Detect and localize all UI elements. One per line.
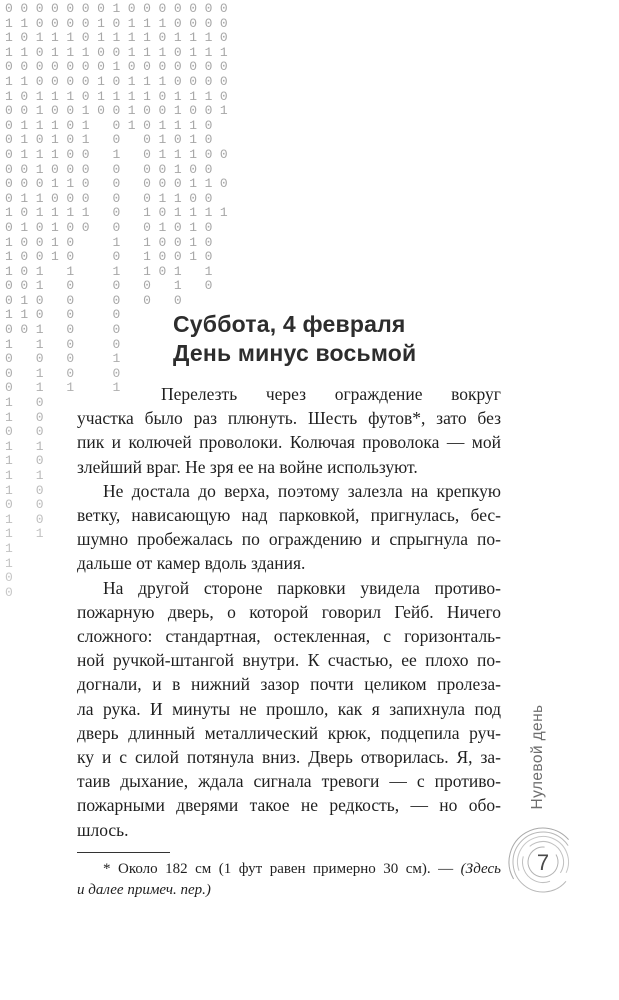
binary-art-row: 1 0 xyxy=(5,453,52,469)
chapter-date: Суббота, 4 февраля xyxy=(173,311,406,337)
text-line: злейший враг. Не зря ее на войне используют. xyxy=(77,456,418,477)
binary-art-row: 001 0 0 0 1 0 xyxy=(5,278,220,294)
binary-art-row: 101 1 1 101 1 xyxy=(5,263,220,279)
text-line: пожарную дверь, о которой говорил Гейб. Ничего xyxy=(77,601,501,622)
text-line: догнали, и в нижний зазор почти целиком пролеза- xyxy=(77,674,501,695)
text-line: дверь длинный металлический крюк, подцепила руч- xyxy=(77,722,501,743)
binary-art-row: 001 0 0 xyxy=(5,322,128,338)
paragraph-2 xyxy=(77,479,501,576)
binary-art-row: 0 xyxy=(5,570,21,586)
binary-art-row: 0 1 0 0 xyxy=(5,365,128,381)
binary-art-row: 110111001110111 xyxy=(5,44,236,60)
binary-art-row: 110 0 0 xyxy=(5,307,128,323)
text-line: участка было раз плюнуть. Шесть футов*, зато без xyxy=(77,408,501,429)
body-text xyxy=(77,382,501,842)
binary-art-row: 0 0 xyxy=(5,497,52,513)
binary-art-row: 001000 0 00100 xyxy=(5,161,220,177)
binary-art-row: 000110 0 000110 xyxy=(5,176,236,192)
text-line: таив дыхание, ждала сигнала тревоги — с противо- xyxy=(77,771,501,792)
text-line: Перелезть через ограждение вокруг xyxy=(161,384,501,404)
footnote-text-regular: * Около 182 см (1 фут равен примерно 30 см). — xyxy=(103,861,461,877)
binary-art-row: 110000101110000 xyxy=(5,73,236,89)
binary-art-row: 001001001001001 xyxy=(5,103,236,119)
binary-art-row: 010 0 0 0 0 xyxy=(5,292,190,308)
chapter-heading xyxy=(173,310,416,367)
text-line: пик и колючей проволоки. Колючая проволока — мой xyxy=(77,432,501,453)
footnote-separator-rule xyxy=(77,852,170,853)
binary-art-row: 000000010000000 xyxy=(5,59,236,75)
binary-art-row: 10010 0 10010 xyxy=(5,249,220,265)
binary-art-row: 000000010000000 xyxy=(5,1,236,16)
binary-art-row: 011000 0 01100 xyxy=(5,190,220,206)
binary-art-row: 1 1 xyxy=(5,468,52,483)
concentric-circles-icon xyxy=(501,820,585,904)
binary-art-row: 110000101110000 xyxy=(5,15,236,31)
text-line: ветку, нависающую над парковкой, пригнулась, бес- xyxy=(77,505,501,526)
binary-art-row: 1 xyxy=(5,540,21,556)
binary-art-row: 10010 1 10010 xyxy=(5,234,220,250)
binary-art-row: 101110111101110 xyxy=(5,88,236,104)
chapter-subtitle: День минус восьмой xyxy=(173,339,417,366)
text-line: пожарными дверями такое не редкость, — но обо- xyxy=(77,795,501,816)
text-line: ной ручкой-штангой внутри. К счастью, ее плохо по- xyxy=(77,650,501,671)
binary-art-row: 1 0 xyxy=(5,395,52,411)
paragraph-3 xyxy=(77,576,501,842)
text-line: дальше от камер вдоль здания. xyxy=(77,553,306,574)
binary-art-row: 0 0 0 1 xyxy=(5,351,128,367)
footnote xyxy=(77,859,501,900)
binary-art-row: 101110111101110 xyxy=(5,30,236,46)
binary-art-row: 0 xyxy=(5,584,21,600)
text-line: сложного: стандартная, остекленная, с горизонталь- xyxy=(77,626,501,647)
binary-art-row: 010100 0 01010 xyxy=(5,219,220,235)
binary-art-row: 1 1 xyxy=(5,438,52,454)
binary-art-row: 011101 0101110 xyxy=(5,117,220,133)
page-number-ornament xyxy=(501,820,585,904)
text-line: На другой стороне парковки увидела противо- xyxy=(103,577,501,598)
text-line: ку и с силой потянула вниз. Дверь отворилась. Я, за- xyxy=(77,747,501,768)
running-chapter-label: Нулевой день xyxy=(529,704,546,810)
binary-art-row: 1 1 0 0 xyxy=(5,336,128,352)
binary-art-row: 0 0 xyxy=(5,424,52,440)
footnote-line-2: и далее примеч. пер.) xyxy=(77,881,211,898)
text-line: ла рука. И минуты не прошло, как я запихнула под xyxy=(77,698,501,719)
text-line: шумно пробежалась по ограждению и спрыгнула по- xyxy=(77,529,501,550)
binary-art-row: 1 0 xyxy=(5,482,52,498)
paragraph-1 xyxy=(77,382,501,479)
text-line: шлось. xyxy=(77,819,129,840)
binary-art-row: 010101 0 01010 xyxy=(5,132,220,148)
binary-art-row: 1 0 xyxy=(5,409,52,425)
binary-art-row: 1 xyxy=(5,555,21,571)
binary-art-row: 101111 0 101111 xyxy=(5,205,236,221)
binary-art-row: 1 1 xyxy=(5,526,52,542)
page-number: 7 xyxy=(536,850,550,875)
binary-art-row: 011100 1 011100 xyxy=(5,146,236,162)
binary-art-row: 1 0 xyxy=(5,511,52,527)
binary-art-row: 0 1 1 1 xyxy=(5,380,128,396)
text-line: Не достала до верха, поэтому залезла на крепкую xyxy=(103,480,501,501)
footnote-text-italic-start: (Здесь xyxy=(460,861,501,877)
footnote-line-1 xyxy=(77,859,501,880)
